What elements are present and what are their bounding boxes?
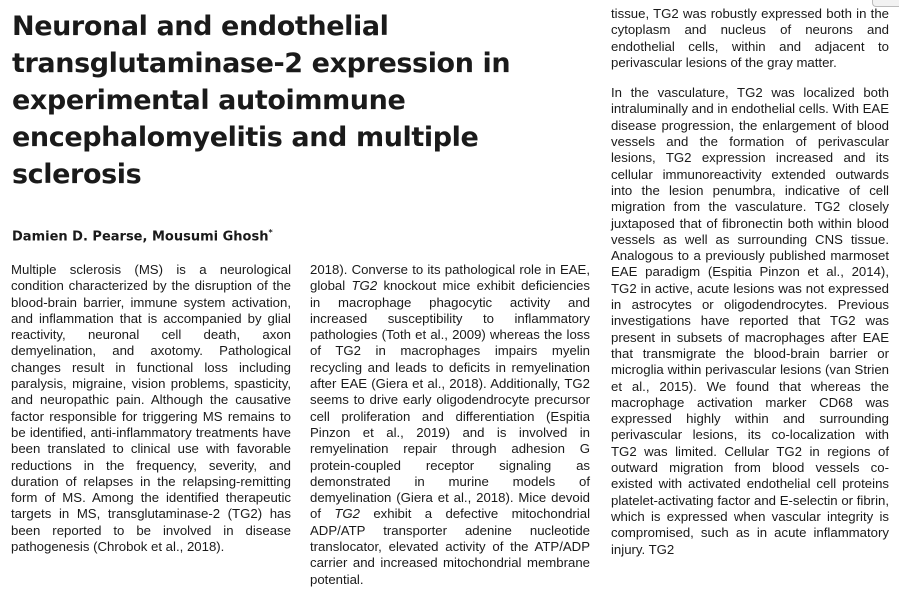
gene-name-italic: TG2 bbox=[351, 278, 378, 294]
col2-paragraph bbox=[310, 262, 590, 588]
column-1 bbox=[11, 262, 291, 555]
corresponding-author-mark: * bbox=[268, 228, 273, 237]
col2-text-3: exhibit a defective mitochondrial ADP/ATP transporter adenine nucleotide translocator, elevated activity of the ATP/ADP carrier and increased mitochondrial membrane potential. bbox=[310, 506, 590, 587]
col3-paragraph-1: tissue, TG2 was robustly expressed both in the cytoplasm and nucleus of neurons and endothelial cells, within and adjacent to perivascular lesions of the gray matter. bbox=[611, 6, 889, 70]
column-2 bbox=[310, 262, 590, 588]
col3-paragraph-2: In the vasculature, TG2 was localized both intraluminally and in endothelial cells. With EAE disease progression, the enlargement of blood vessels and the formation of perivascular lesions, TG2 expression increased and its cellular immunoreactivity extended outwards into the lesion penumbra, indicative of cell migration from the vasculature. TG2 closely juxtaposed that of fibronectin both within blood vessels as well as surrounding CNS tissue. Analogous to a previously published marmoset EAE paradigm (Espitia Pinzon et al., 2014), TG2 in active, acute lesions was not expressed in astrocytes or oligodendrocytes. Previous investigations have reported that TG2 was present in subsets of macrophages after EAE that transmigrate the blood-brain barrier or microglia within perivascular lesions (van Strien et al., 2015). We found that whereas the macrophage activation marker CD68 was expressed highly within and surrounding perivascular lesions, its co-localization with TG2 was limited. Cellular TG2 in regions of outward migration from blood vessels co-existed with activated endothelial cell proteins platelet-activating factor and E-selectin or fibrin, which is expressed when vascular integrity is compromised, such as in acute inflammatory injury. TG2 bbox=[611, 85, 889, 557]
column-3 bbox=[611, 6, 889, 558]
author-names: Damien D. Pearse, Mousumi Ghosh bbox=[12, 229, 269, 245]
col1-paragraph: Multiple sclerosis (MS) is a neurological condition characterized by the disruption of the blood-brain barrier, immune system activation, and inflammation that is accompanied by glial reactivity, neuronal cell death, axon demyelination, and axotomy. Pathological changes result in functional loss including paralysis, migraine, vision problems, spasticity, and neuropathic pain. Although the causative factor responsible for triggering MS remains to be identified, anti-inflammatory treatments have been translated to clinical use with favorable reductions in the frequency, severity, and duration of relapses in the relapsing-remitting form of MS. Among the identified therapeutic targets in MS, transglutaminase-2 (TG2) has been reported to be involved in disease pathogenesis (Chrobok et al., 2018). bbox=[11, 262, 291, 555]
article-title: Neuronal and endothelial transglutaminase-2 expression in experimental autoimmune encephalomyelitis and multiple sclerosis bbox=[12, 11, 511, 190]
col2-text-1: 2018). Converse to its pathological role in EAE, global bbox=[310, 262, 590, 294]
author-list bbox=[12, 228, 273, 244]
gene-name-italic: TG2 bbox=[334, 506, 360, 522]
col2-text-2: knockout mice exhibit deficiencies in macrophage phagocytic activity and increased susceptibility to inflammatory pathologies (Toth et al., 2009) whereas the loss of TG2 in macrophages impairs myelin recycling and leads to deficits in remyelination after EAE (Giera et al., 2018). Additionally, TG2 seems to drive early oligodendrocyte precursor cell proliferation and differentiation (Espitia Pinzon et al., 2019) and is involved in remyelination repair through adhesion G protein-coupled receptor signaling as demonstrated in murine models of demyelination (Giera et al., 2018). Mice devoid of bbox=[310, 278, 590, 522]
